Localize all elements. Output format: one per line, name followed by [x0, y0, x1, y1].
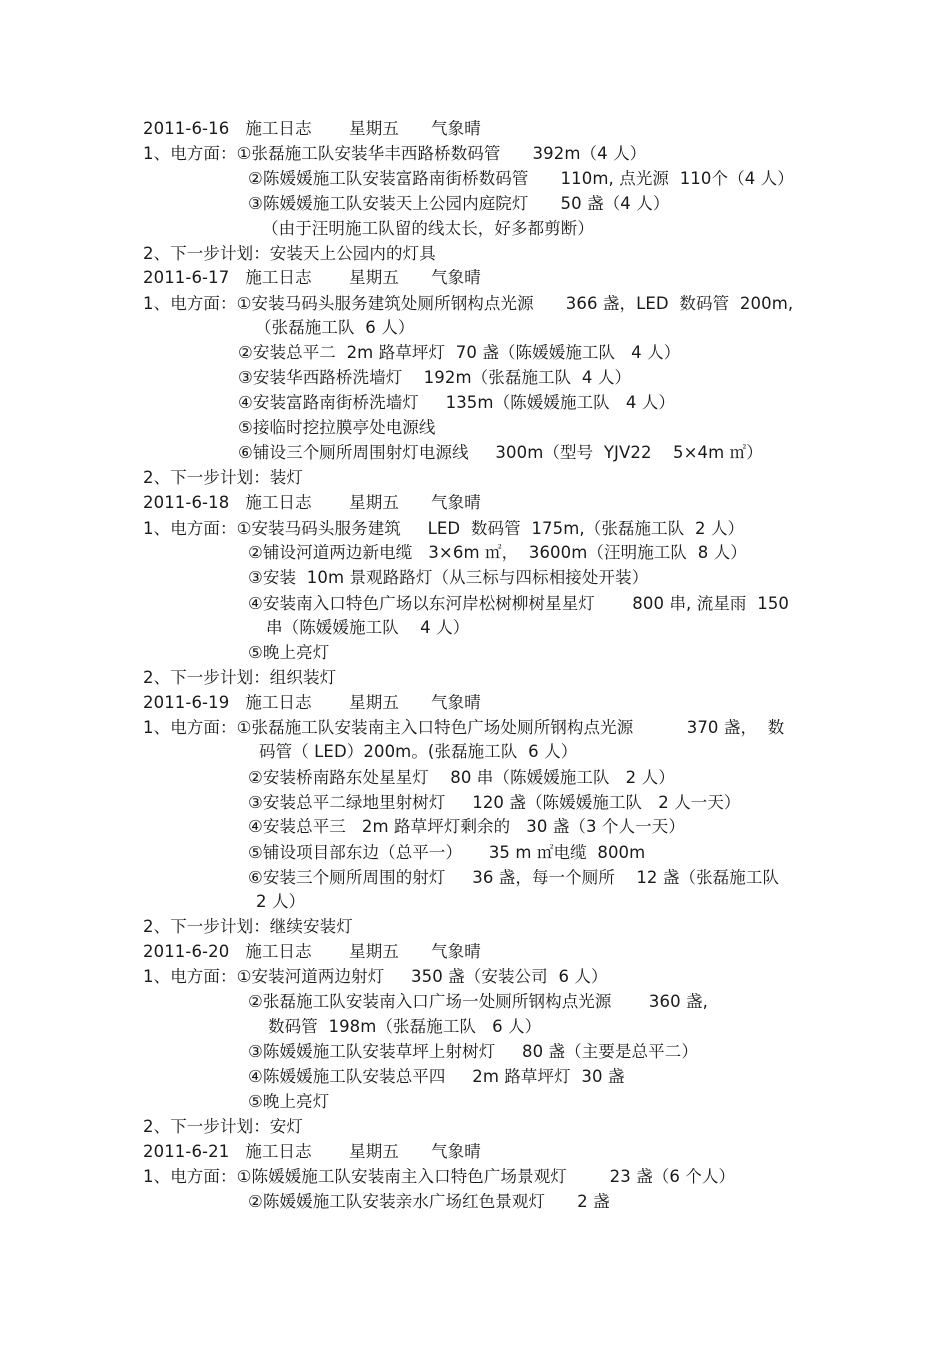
text-line: 码管（ LED）200m。(张磊施工队 6 人）: [259, 742, 578, 761]
text-line: ②陈媛媛施工队安装亲水广场红色景观灯 2 盏: [248, 1192, 610, 1211]
text-line: ④安装富路南街桥洗墙灯 135m（陈媛媛施工队 4 人）: [238, 393, 675, 412]
text-line: ②铺设河道两边新电缆 3×6m ㎡， 3600m（汪明施工队 8 人）: [248, 543, 747, 562]
text-line: ③安装总平二绿地里射树灯 120 盏（陈媛媛施工队 2 人一天）: [248, 793, 741, 812]
text-line: ②安装桥南路东处星星灯 80 串（陈媛媛施工队 2 人）: [248, 768, 675, 787]
text-line: 2、下一步计划：安装天上公园内的灯具: [143, 244, 436, 263]
text-line: ⑤接临时挖拉膜亭处电源线: [238, 418, 436, 437]
text-line: ③陈媛媛施工队安装草坪上射树灯 80 盏（主要是总平二）: [248, 1042, 698, 1061]
text-line: （张磊施工队 6 人）: [255, 318, 415, 337]
text-line: ③陈媛媛施工队安装天上公园内庭院灯 50 盏（4 人）: [248, 194, 670, 213]
text-line: ⑤铺设项目部东边（总平一） 35 m ㎡电缆 800m: [248, 843, 646, 862]
log-date-heading: 2011-6-16 施工日志 星期五 气象晴: [143, 119, 481, 138]
text-line: 1、电方面：①安装马码头服务建筑 LED 数码管 175m,（张磊施工队 2 人）: [143, 519, 745, 538]
text-line: ②安装总平二 2m 路草坪灯 70 盏（陈媛媛施工队 4 人）: [238, 343, 681, 362]
text-line: 2、下一步计划：装灯: [143, 468, 303, 487]
text-line: 2、下一步计划：安灯: [143, 1117, 303, 1136]
text-line: 1、电方面：①张磊施工队安装南主入口特色广场处厕所钢构点光源 370 盏， 数: [143, 718, 785, 737]
text-line: 数码管 198m（张磊施工队 6 人）: [268, 1017, 542, 1036]
text-line: ⑤晚上亮灯: [248, 643, 330, 662]
text-line: 1、电方面：①安装马码头服务建筑处厕所钢构点光源 366 盏，LED 数码管 200m,: [143, 294, 794, 313]
text-line: ⑥安装三个厕所周围的射灯 36 盏，每一个厕所 12 盏（张磊施工队: [248, 868, 780, 887]
text-line: 1、电方面：①陈媛媛施工队安装南主入口特色广场景观灯 23 盏（6 个人）: [143, 1167, 736, 1186]
text-line: （由于汪明施工队留的线太长，好多都剪断）: [262, 219, 594, 238]
log-date-heading: 2011-6-17 施工日志 星期五 气象晴: [143, 268, 481, 287]
text-line: ③安装 10m 景观路路灯（从三标与四标相接处开装）: [248, 568, 649, 587]
text-line: ③安装华西路桥洗墙灯 192m（张磊施工队 4 人）: [238, 368, 632, 387]
text-line: 2、下一步计划：组织装灯: [143, 668, 337, 687]
text-line: ④陈媛媛施工队安装总平四 2m 路草坪灯 30 盏: [248, 1067, 625, 1086]
text-line: ②陈媛媛施工队安装富路南街桥数码管 110m, 点光源 110个（4 人）: [248, 169, 794, 188]
log-date-heading: 2011-6-20 施工日志 星期五 气象晴: [143, 942, 481, 961]
log-date-heading: 2011-6-21 施工日志 星期五 气象晴: [143, 1142, 481, 1161]
text-line: 1、电方面：①安装河道两边射灯 350 盏（安装公司 6 人）: [143, 967, 608, 986]
text-line: 1、电方面：①张磊施工队安装华丰西路桥数码管 392m（4 人）: [143, 144, 647, 163]
log-date-heading: 2011-6-18 施工日志 星期五 气象晴: [143, 493, 481, 512]
text-line: ②张磊施工队安装南入口广场一处厕所钢构点光源 360 盏,: [248, 992, 708, 1011]
text-line: ⑥铺设三个厕所周围射灯电源线 300m（型号 YJV22 5×4m ㎡）: [238, 443, 763, 462]
text-line: ④安装南入口特色广场以东河岸松树柳树星星灯 800 串, 流星雨 150: [248, 594, 790, 613]
text-line: 串（陈媛媛施工队 4 人）: [266, 618, 470, 637]
text-line: 2 人）: [256, 892, 306, 911]
text-line: ④安装总平三 2m 路草坪灯剩余的 30 盏（3 个人一天）: [248, 817, 685, 836]
text-line: ⑤晚上亮灯: [248, 1092, 330, 1111]
log-date-heading: 2011-6-19 施工日志 星期五 气象晴: [143, 693, 481, 712]
text-line: 2、下一步计划：继续安装灯: [143, 917, 353, 936]
